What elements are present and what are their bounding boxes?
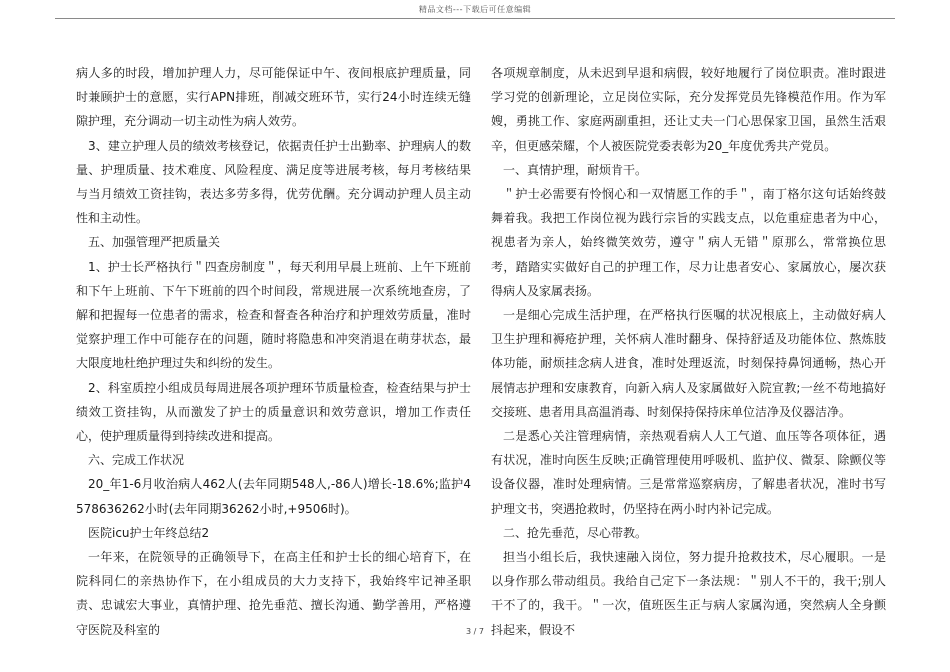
left-column bbox=[76, 61, 471, 642]
paragraph: 各项规章制度，从未迟到早退和病假，较好地履行了岗位职责。准时跟进学习党的创新理论，立足岗位实际，充分发挥党员先锋模范作用。作为军嫂，勇挑工作、家庭两副重担，还让丈夫一门心思保家卫国，虽然生活艰辛，但更感荣耀，个人被医院党委表彰为20_年度优秀共产党员。 bbox=[491, 66, 886, 153]
paragraph: 一年来，在院领导的正确领导下，在高主任和护士长的细心培育下，在院科同仁的亲热协作下，在小组成员的大力支持下，我始终牢记神圣职责、忠诚宏大事业，真情护理、抢先垂范、擅长沟通、勤学善用，严格遵守医院及科室的 bbox=[76, 550, 471, 637]
paragraph: 二是悉心关注管理病情，亲热观看病人人工气道、血压等各项体征，遇有状况，准时向医生反映;正确管理使用呼吸机、监护仪、微泵、除颤仪等设备仪器，准时处理病情。三是常常巡察病房，了解患者状况，准时书写护理文书，突遇抢救时，仍坚持在两小时内补记完成。 bbox=[491, 429, 886, 516]
paragraph: 3、建立护理人员的绩效考核登记，依据责任护士出勤率、护理病人的数量、护理质量、技术难度、风险程度、满足度等进展考核，每月考核结果与当月绩效工资挂钩，表达多劳多得，优劳优酬。充分调动护理人员主动性和主动性。 bbox=[76, 138, 471, 226]
paragraph: 1、护士长严格执行＂四查房制度＂，每天利用早晨上班前、上午下班前和下午上班前、下午下班前的四个时间段，常规进展一次系统地查房，了解和把握每一位患者的需求，检查和督查各种治疗和护理效劳质量，准时觉察护理工作中可能存在的问题，随时将隐患和冲突消退在萌芽状态，最大限度地杜绝护理过失和纠纷的发生。 bbox=[76, 259, 471, 371]
header-divider bbox=[55, 18, 895, 19]
paragraph: 病人多的时段，增加护理人力，尽可能保证中午、夜间根底护理质量，同时兼顾护士的意愿，实行APN排班，削减交班环节，实行24小时连续无缝隙护理，充分调动一切主动性为病人效劳。 bbox=[76, 66, 471, 129]
paragraph: ＂护士必需要有怜悯心和一双情愿工作的手＂，南丁格尔这句话始终鼓舞着我。我把工作岗位视为践行宗旨的实践支点，以危重症患者为中心，视患者为亲人，始终微笑效劳，遵守＂病人无错＂原那么，常常换位思考，踏踏实实做好自己的护理工作，尽力让患者安心、家属放心，屡次获得病人及家属表扬。 bbox=[491, 187, 886, 298]
right-column bbox=[491, 61, 886, 642]
paragraph: 2、科室质控小组成员每周进展各项护理环节质量检查，检查结果与护士绩效工资挂钩，从而激发了护士的质量意识和效劳意识，增加工作责任心，使护理质量得到持续改进和提高。 bbox=[76, 380, 471, 444]
section-heading: 一、真情护理，耐烦肯干。 bbox=[503, 162, 648, 177]
paragraph: 担当小组长后，我快速融入岗位，努力提升抢救技术，尽心履职。一是以身作那么带动组员。我给自己定下一条法规：＂别人不干的，我干;别人干不了的，我干。＂一次，值班医生正与病人家属沟通，突然病人全身颤抖起来，假设不 bbox=[491, 550, 886, 637]
page-number: 3 / 7 bbox=[466, 627, 484, 636]
paragraph: 一是细心完成生活护理，在严格执行医嘱的状况根底上，主动做好病人卫生护理和褥疮护理，关怀病人准时翻身、保持舒适及功能体位、熬炼肢体功能，耐烦挂念病人进食，准时处理返流，时刻保持鼻饲通畅，热心开展情志护理和安康教育，向新入病人及家属做好入院宣教;一丝不苟地搞好交接班、患者用具高温消毒、时刻保持保持床单位洁净及仪器洁净。 bbox=[491, 308, 886, 419]
page-header: 精品文档---下载后可任意编辑 bbox=[418, 5, 532, 14]
document-subtitle: 医院icu护士年终总结2 bbox=[88, 525, 210, 540]
section-heading: 五、加强管理严把质量关 bbox=[88, 235, 221, 250]
paragraph: 20_年1-6月收治病人462人(去年同期548人,-86人)增长-18.6%;监护4578636262小时(去年同期36262小时,+9506时)。 bbox=[76, 477, 471, 516]
section-heading: 六、完成工作状况 bbox=[88, 453, 185, 468]
section-heading: 二、抢先垂范，尽心带教。 bbox=[503, 525, 648, 540]
